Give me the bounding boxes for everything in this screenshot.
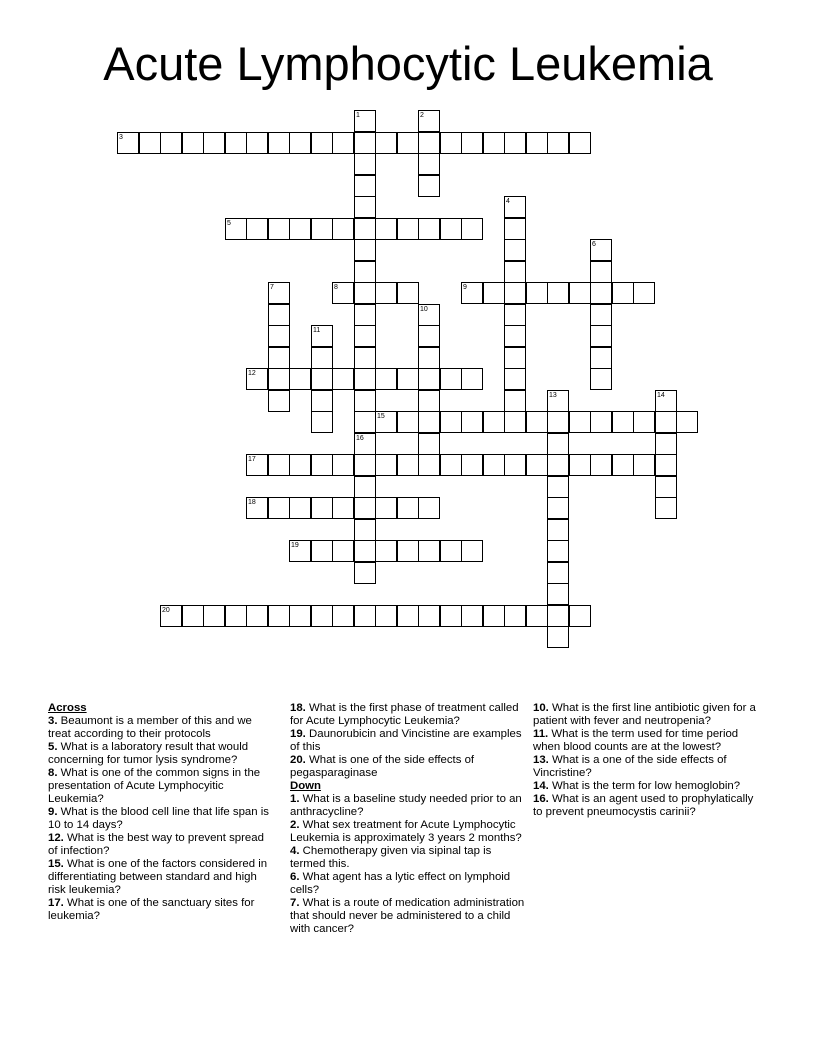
grid-cell[interactable] <box>526 132 548 154</box>
grid-cell[interactable] <box>440 132 462 154</box>
grid-cell[interactable] <box>354 454 376 476</box>
clue-across-12: 12. What is the best way to prevent spread of infection? <box>48 832 264 857</box>
grid-cell[interactable] <box>612 411 634 433</box>
grid-cell[interactable] <box>418 368 440 390</box>
clue-number-label: 14 <box>657 392 665 399</box>
clue-number-label: 15 <box>377 413 385 420</box>
grid-cell[interactable] <box>354 562 376 584</box>
clue-down-14: 14. What is the term for low hemoglobin? <box>533 780 741 792</box>
grid-cell[interactable] <box>354 368 376 390</box>
grid-cell[interactable] <box>268 454 290 476</box>
grid-cell[interactable] <box>504 347 526 369</box>
grid-cell[interactable] <box>354 347 376 369</box>
grid-cell[interactable] <box>397 218 419 240</box>
grid-cell[interactable] <box>612 282 634 304</box>
clue-number-label: 2 <box>420 112 424 119</box>
grid-cell[interactable] <box>418 411 440 433</box>
grid-cell[interactable] <box>397 368 419 390</box>
grid-cell[interactable] <box>547 454 569 476</box>
grid-cell[interactable] <box>504 368 526 390</box>
grid-cell[interactable] <box>289 497 311 519</box>
grid-cell[interactable] <box>246 132 268 154</box>
grid-cell[interactable] <box>354 132 376 154</box>
grid-cell[interactable] <box>590 411 612 433</box>
grid-cell[interactable] <box>418 132 440 154</box>
clue-number-label: 18 <box>248 499 256 506</box>
grid-cell[interactable] <box>268 497 290 519</box>
grid-cell[interactable] <box>418 347 440 369</box>
grid-cell[interactable] <box>440 605 462 627</box>
grid-cell[interactable] <box>633 454 655 476</box>
grid-cell[interactable] <box>633 411 655 433</box>
grid-cell[interactable] <box>526 454 548 476</box>
grid-cell[interactable] <box>332 540 354 562</box>
clue-across-18: 18. What is the first phase of treatment called for Acute Lymphocytic Leukemia? <box>290 702 519 727</box>
grid-cell[interactable] <box>375 282 397 304</box>
grid-cell[interactable] <box>203 605 225 627</box>
grid-cell[interactable] <box>590 261 612 283</box>
grid-cell[interactable] <box>397 540 419 562</box>
grid-cell[interactable] <box>590 239 612 261</box>
clue-number-label: 10 <box>420 306 428 313</box>
grid-cell[interactable] <box>418 110 440 132</box>
clue-number-label: 20 <box>162 607 170 614</box>
grid-cell[interactable] <box>418 218 440 240</box>
grid-cell[interactable] <box>332 282 354 304</box>
grid-cell[interactable] <box>289 540 311 562</box>
clue-across-20: 20. What is one of the side effects of pegasparaginase <box>290 754 475 779</box>
grid-cell[interactable] <box>139 132 161 154</box>
grid-cell[interactable] <box>655 390 677 412</box>
clue-down-16: 16. What is an agent used to prophylatically to prevent pneumocystis carinii? <box>533 793 754 818</box>
grid-cell[interactable] <box>246 218 268 240</box>
grid-cell[interactable] <box>354 218 376 240</box>
grid-cell[interactable] <box>547 282 569 304</box>
grid-cell[interactable] <box>246 605 268 627</box>
grid-cell[interactable] <box>440 540 462 562</box>
grid-cell[interactable] <box>289 132 311 154</box>
clue-number-label: 12 <box>248 370 256 377</box>
clues-column-2 <box>290 702 528 936</box>
grid-cell[interactable] <box>461 411 483 433</box>
clue-down-10: 10. What is the first line antibiotic given for a patient with fever and neutropenia? <box>533 702 756 727</box>
grid-cell[interactable] <box>418 390 440 412</box>
grid-cell[interactable] <box>332 132 354 154</box>
grid-cell[interactable] <box>332 605 354 627</box>
grid-cell[interactable] <box>612 454 634 476</box>
grid-cell[interactable] <box>569 132 591 154</box>
clue-down-4: 4. Chemotherapy given via sipinal tap is termed this. <box>290 845 492 870</box>
grid-cell[interactable] <box>504 454 526 476</box>
grid-cell[interactable] <box>311 368 333 390</box>
grid-cell[interactable] <box>332 218 354 240</box>
clue-across-17: 17. What is one of the sanctuary sites for leukemia? <box>48 897 255 922</box>
grid-cell[interactable] <box>311 605 333 627</box>
grid-cell[interactable] <box>268 368 290 390</box>
grid-cell[interactable] <box>590 454 612 476</box>
grid-cell[interactable] <box>375 368 397 390</box>
grid-cell[interactable] <box>655 454 677 476</box>
grid-cell[interactable] <box>354 411 376 433</box>
clue-number-label: 6 <box>592 241 596 248</box>
clue-number-label: 16 <box>356 435 364 442</box>
grid-cell[interactable] <box>160 605 182 627</box>
grid-cell[interactable] <box>289 605 311 627</box>
grid-cell[interactable] <box>483 411 505 433</box>
grid-cell[interactable] <box>483 454 505 476</box>
grid-cell[interactable] <box>354 497 376 519</box>
grid-cell[interactable] <box>461 454 483 476</box>
grid-cell[interactable] <box>547 497 569 519</box>
grid-cell[interactable] <box>375 497 397 519</box>
grid-cell[interactable] <box>547 540 569 562</box>
grid-cell[interactable] <box>547 132 569 154</box>
grid-cell[interactable] <box>225 132 247 154</box>
grid-cell[interactable] <box>461 218 483 240</box>
grid-cell[interactable] <box>569 411 591 433</box>
grid-cell[interactable] <box>354 433 376 455</box>
clue-across-19: 19. Daunorubicin and Vincistine are examples of this <box>290 728 522 753</box>
clue-number-label: 13 <box>549 392 557 399</box>
grid-cell[interactable] <box>375 411 397 433</box>
grid-cell[interactable] <box>311 347 333 369</box>
clue-down-1: 1. What is a baseline study needed prior to an anthracycline? <box>290 793 522 818</box>
grid-cell[interactable] <box>332 368 354 390</box>
clue-down-13: 13. What is a one of the side effects of Vincristine? <box>533 754 727 779</box>
grid-cell[interactable] <box>311 540 333 562</box>
grid-cell[interactable] <box>440 411 462 433</box>
clue-across-3: 3. Beaumont is a member of this and we treat according to their protocols <box>48 715 252 740</box>
grid-cell[interactable] <box>375 540 397 562</box>
grid-cell[interactable] <box>268 132 290 154</box>
grid-cell[interactable] <box>569 454 591 476</box>
grid-cell[interactable] <box>655 476 677 498</box>
grid-cell[interactable] <box>354 282 376 304</box>
grid-cell[interactable] <box>504 411 526 433</box>
grid-cell[interactable] <box>504 605 526 627</box>
grid-cell[interactable] <box>504 261 526 283</box>
grid-cell[interactable] <box>397 454 419 476</box>
grid-cell[interactable] <box>504 196 526 218</box>
clue-number-label: 8 <box>334 284 338 291</box>
grid-cell[interactable] <box>418 433 440 455</box>
grid-cell[interactable] <box>311 218 333 240</box>
clue-number-label: 11 <box>313 327 321 334</box>
grid-cell[interactable] <box>440 218 462 240</box>
grid-cell[interactable] <box>547 411 569 433</box>
clue-across-5: 5. What is a laboratory result that would concerning for tumor lysis syndrome? <box>48 741 249 766</box>
grid-cell[interactable] <box>268 605 290 627</box>
grid-cell[interactable] <box>246 497 268 519</box>
clue-down-11: 11. What is the term used for time period when blood counts are at the lowest? <box>533 728 739 753</box>
grid-cell[interactable] <box>397 132 419 154</box>
grid-cell[interactable] <box>526 605 548 627</box>
grid-cell[interactable] <box>569 282 591 304</box>
grid-cell[interactable] <box>418 175 440 197</box>
grid-cell[interactable] <box>117 132 139 154</box>
clue-across-9: 9. What is the blood cell line that life span is 10 to 14 days? <box>48 806 269 831</box>
grid-cell[interactable] <box>397 497 419 519</box>
grid-cell[interactable] <box>354 239 376 261</box>
grid-cell[interactable] <box>590 368 612 390</box>
grid-cell[interactable] <box>461 540 483 562</box>
clues-column-1 <box>48 702 270 923</box>
grid-cell[interactable] <box>655 497 677 519</box>
grid-cell[interactable] <box>418 304 440 326</box>
grid-cell[interactable] <box>332 454 354 476</box>
grid-cell[interactable] <box>418 605 440 627</box>
grid-cell[interactable] <box>289 218 311 240</box>
grid-cell[interactable] <box>547 519 569 541</box>
grid-cell[interactable] <box>354 476 376 498</box>
grid-cell[interactable] <box>311 411 333 433</box>
grid-cell[interactable] <box>397 605 419 627</box>
grid-cell[interactable] <box>483 282 505 304</box>
clue-across-15: 15. What is one of the factors considered in differentiating between standard and high risk leukemia? <box>48 858 268 896</box>
down-heading: Down <box>290 780 322 792</box>
grid-cell[interactable] <box>418 497 440 519</box>
grid-cell[interactable] <box>504 218 526 240</box>
grid-cell[interactable] <box>504 325 526 347</box>
grid-cell[interactable] <box>375 218 397 240</box>
grid-cell[interactable] <box>354 325 376 347</box>
grid-cell[interactable] <box>354 304 376 326</box>
grid-cell[interactable] <box>354 153 376 175</box>
grid-cell[interactable] <box>246 454 268 476</box>
grid-cell[interactable] <box>504 390 526 412</box>
clue-across-8: 8. What is one of the common signs in the presentation of Acute Lymphocyitic Leukemia? <box>48 767 261 805</box>
clue-number-label: 1 <box>356 112 360 119</box>
clue-number-label: 9 <box>463 284 467 291</box>
grid-cell[interactable] <box>461 368 483 390</box>
grid-cell[interactable] <box>375 454 397 476</box>
grid-cell[interactable] <box>547 605 569 627</box>
grid-cell[interactable] <box>461 282 483 304</box>
clue-number-label: 3 <box>119 134 123 141</box>
grid-cell[interactable] <box>182 132 204 154</box>
clue-down-6: 6. What agent has a lytic effect on lymphoid cells? <box>290 871 511 896</box>
grid-cell[interactable] <box>547 562 569 584</box>
grid-cell[interactable] <box>655 411 677 433</box>
grid-cell[interactable] <box>418 325 440 347</box>
grid-cell[interactable] <box>547 390 569 412</box>
grid-cell[interactable] <box>354 390 376 412</box>
clue-number-label: 7 <box>270 284 274 291</box>
grid-cell[interactable] <box>354 605 376 627</box>
grid-cell[interactable] <box>354 540 376 562</box>
grid-cell[interactable] <box>397 411 419 433</box>
grid-cell[interactable] <box>461 132 483 154</box>
grid-cell[interactable] <box>547 626 569 648</box>
grid-cell[interactable] <box>332 497 354 519</box>
grid-cell[interactable] <box>526 411 548 433</box>
grid-cell[interactable] <box>311 132 333 154</box>
grid-cell[interactable] <box>547 476 569 498</box>
grid-cell[interactable] <box>547 583 569 605</box>
grid-cell[interactable] <box>225 605 247 627</box>
grid-cell[interactable] <box>268 347 290 369</box>
grid-cell[interactable] <box>569 605 591 627</box>
grid-cell[interactable] <box>311 390 333 412</box>
grid-cell[interactable] <box>590 347 612 369</box>
across-heading: Across <box>48 702 87 714</box>
grid-cell[interactable] <box>354 110 376 132</box>
grid-cell[interactable] <box>590 325 612 347</box>
grid-cell[interactable] <box>461 605 483 627</box>
clues-column-3 <box>533 702 763 819</box>
grid-cell[interactable] <box>375 605 397 627</box>
grid-cell[interactable] <box>289 454 311 476</box>
clue-number-label: 19 <box>291 542 299 549</box>
grid-cell[interactable] <box>268 282 290 304</box>
grid-cell[interactable] <box>504 304 526 326</box>
grid-cell[interactable] <box>354 196 376 218</box>
grid-cell[interactable] <box>354 175 376 197</box>
grid-cell[interactable] <box>547 433 569 455</box>
grid-cell[interactable] <box>418 153 440 175</box>
grid-cell[interactable] <box>504 132 526 154</box>
grid-cell[interactable] <box>633 282 655 304</box>
clue-down-7: 7. What is a route of medication administration that should never be administered to a child with cancer? <box>290 897 525 935</box>
grid-cell[interactable] <box>182 605 204 627</box>
grid-cell[interactable] <box>590 282 612 304</box>
grid-cell[interactable] <box>483 132 505 154</box>
page-title: Acute Lymphocytic Leukemia <box>103 37 713 90</box>
grid-cell[interactable] <box>268 304 290 326</box>
grid-cell[interactable] <box>440 454 462 476</box>
grid-cell[interactable] <box>397 282 419 304</box>
grid-cell[interactable] <box>440 368 462 390</box>
clue-number-label: 17 <box>248 456 256 463</box>
clue-number-label: 4 <box>506 198 510 205</box>
clue-number-label: 5 <box>227 220 231 227</box>
grid-cell[interactable] <box>354 261 376 283</box>
grid-cell[interactable] <box>289 368 311 390</box>
grid-cell[interactable] <box>203 132 225 154</box>
grid-cell[interactable] <box>590 304 612 326</box>
grid-cell[interactable] <box>160 132 182 154</box>
grid-cell[interactable] <box>268 390 290 412</box>
grid-cell[interactable] <box>375 132 397 154</box>
grid-cell[interactable] <box>354 519 376 541</box>
grid-cell[interactable] <box>418 540 440 562</box>
grid-cell[interactable] <box>504 239 526 261</box>
grid-cell[interactable] <box>526 282 548 304</box>
grid-cell[interactable] <box>676 411 698 433</box>
clue-down-2: 2. What sex treatment for Acute Lymphocytic Leukemia is approximately 3 years 2 months? <box>290 819 522 844</box>
grid-cell[interactable] <box>225 218 247 240</box>
grid-cell[interactable] <box>418 454 440 476</box>
grid-cell[interactable] <box>268 218 290 240</box>
grid-cell[interactable] <box>311 497 333 519</box>
grid-cell[interactable] <box>655 433 677 455</box>
grid-cell[interactable] <box>311 325 333 347</box>
grid-cell[interactable] <box>483 605 505 627</box>
grid-cell[interactable] <box>268 325 290 347</box>
grid-cell[interactable] <box>311 454 333 476</box>
grid-cell[interactable] <box>504 282 526 304</box>
grid-cell[interactable] <box>246 368 268 390</box>
